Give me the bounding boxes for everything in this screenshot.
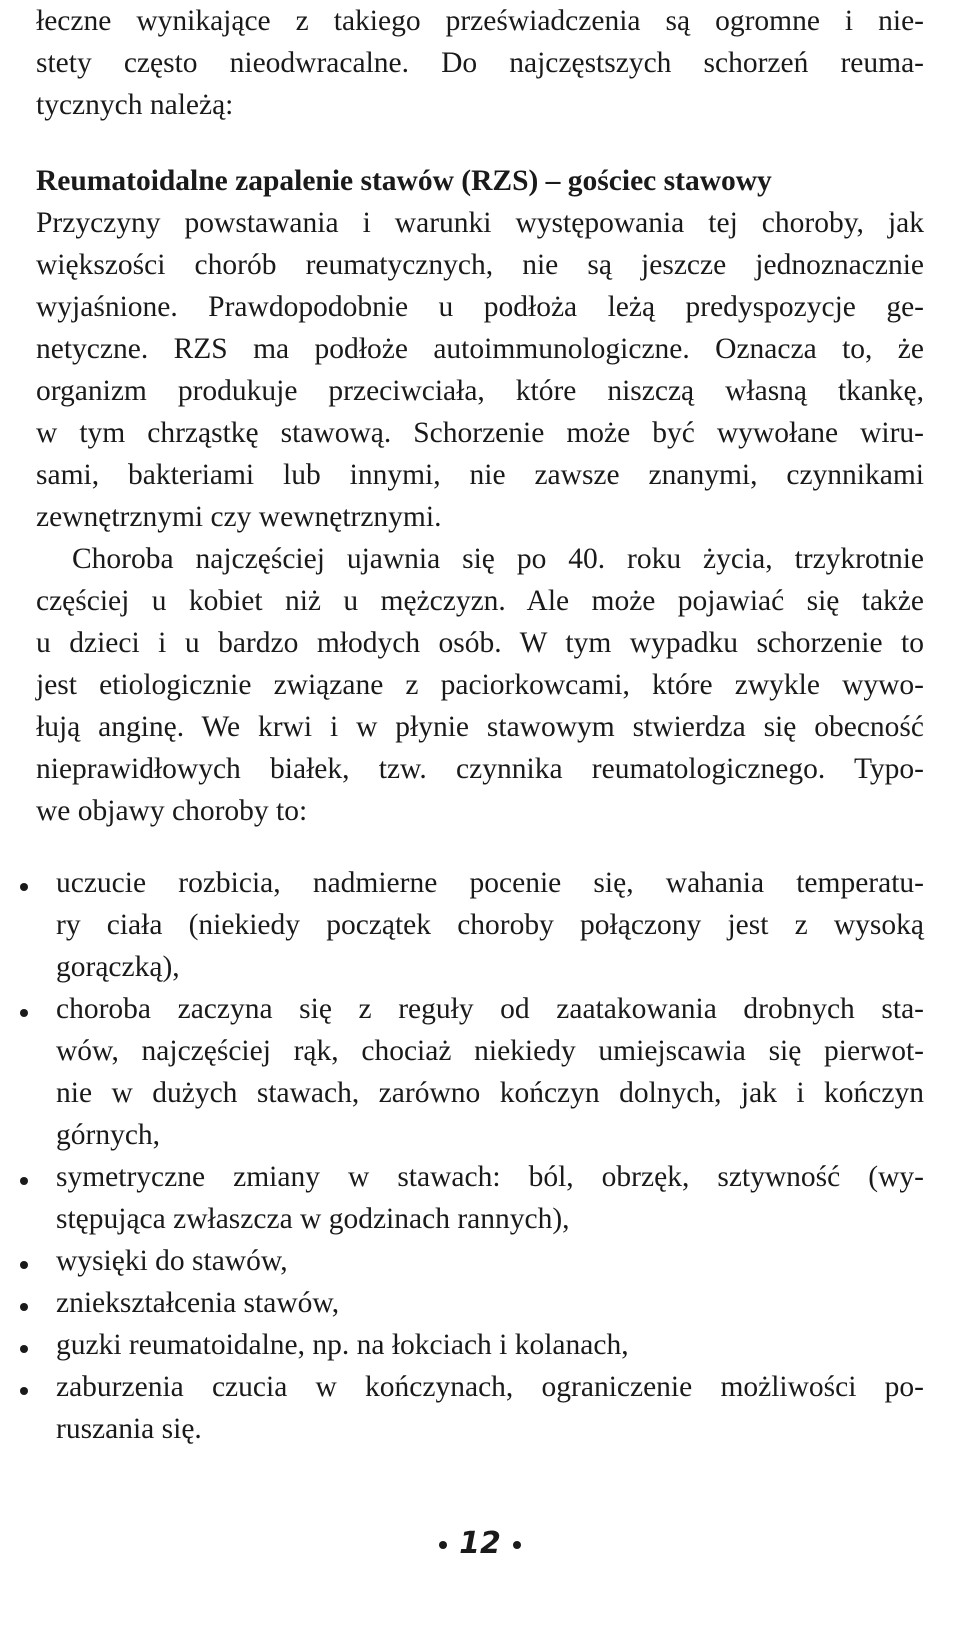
text-line: organizm produkuje przeciwciała, które niszczą własną tkankę, [36, 375, 924, 407]
list-item-line: gorączką), [56, 951, 180, 983]
text-line: Przyczyny powstawania i warunki występowania tej choroby, jak [36, 207, 924, 239]
text-line: częściej u kobiet niż u mężczyzn. Ale może pojawiać się także [36, 585, 924, 617]
bullet-icon [20, 1009, 28, 1017]
list-item-line: symetryczne zmiany w stawach: ból, obrzęk, sztywność (wy- [56, 1161, 924, 1193]
text-line: nieprawidłowych białek, tzw. czynnika reumatologicznego. Typo- [36, 753, 924, 785]
text-line: w tym chrząstkę stawową. Schorzenie może być wywołane wiru- [36, 417, 924, 449]
list-item-line: uczucie rozbicia, nadmierne pocenie się, wahania temperatu- [56, 867, 924, 899]
page-footer [0, 1524, 960, 1564]
text-line: Choroba najczęściej ujawnia się po 40. roku życia, trzykrotnie [72, 543, 924, 575]
list-item-line: ruszania się. [56, 1413, 202, 1445]
text-line: jest etiologicznie związane z paciorkowcami, które zwykle wywo- [36, 669, 924, 701]
text-line: u dzieci i u bardzo młodych osób. W tym wypadku schorzenie to [36, 627, 924, 659]
bullet-icon [513, 1541, 521, 1549]
bullet-icon [20, 883, 28, 891]
bullet-icon [20, 1177, 28, 1185]
list-item-line: nie w dużych stawach, zarówno kończyn dolnych, jak i kończyn [56, 1077, 924, 1109]
list-item-line: zaburzenia czucia w kończynach, ograniczenie możliwości po- [56, 1371, 924, 1403]
page-number: 12 [459, 1526, 501, 1561]
list-item-line: stępująca zwłaszcza w godzinach rannych), [56, 1203, 570, 1235]
bullet-icon [439, 1541, 447, 1549]
list-item-line: wów, najczęściej rąk, chociaż niekiedy umiejscawia się pierwot- [56, 1035, 924, 1067]
text-line: zewnętrznymi czy wewnętrznymi. [36, 501, 442, 533]
text-line: we objawy choroby to: [36, 795, 308, 827]
text-line: łują anginę. We krwi i w płynie stawowym stwierdza się obecność [36, 711, 924, 743]
bullet-icon [20, 1261, 28, 1269]
text-line: łeczne wynikające z takiego przeświadczenia są ogromne i nie- [36, 5, 924, 37]
list-item-line: ry ciała (niekiedy początek choroby połączony jest z wysoką [56, 909, 924, 941]
list-item-line: zniekształcenia stawów, [56, 1287, 340, 1319]
bullet-icon [20, 1387, 28, 1395]
bullet-icon [20, 1303, 28, 1311]
text-line: netyczne. RZS ma podłoże autoimmunologiczne. Oznacza to, że [36, 333, 924, 365]
list-item-line: górnych, [56, 1119, 161, 1151]
text-line: stety często nieodwracalne. Do najczęstszych schorzeń reuma- [36, 47, 924, 79]
text-line: wyjaśnione. Prawdopodobnie u podłoża leżą predyspozycje ge- [36, 291, 924, 323]
list-item-line: choroba zaczyna się z reguły od zaatakowania drobnych sta- [56, 993, 924, 1025]
text-line: większości chorób reumatycznych, nie są jeszcze jednoznacznie [36, 249, 924, 281]
bullet-icon [20, 1345, 28, 1353]
list-item-line: wysięki do stawów, [56, 1245, 288, 1277]
section-heading: Reumatoidalne zapalenie stawów (RZS) – gościec stawowy [36, 165, 772, 197]
list-item-line: guzki reumatoidalne, np. na łokciach i kolanach, [56, 1329, 629, 1361]
text-line: tycznych należą: [36, 89, 234, 121]
text-line: sami, bakteriami lub innymi, nie zawsze znanymi, czynnikami [36, 459, 924, 491]
